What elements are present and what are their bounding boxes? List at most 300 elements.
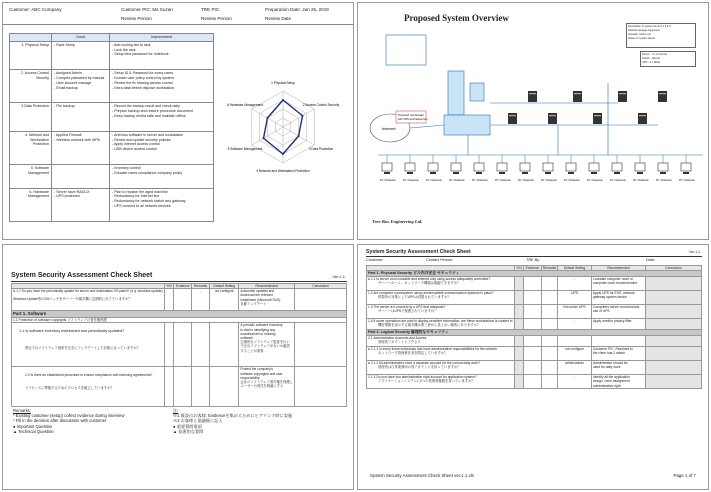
device-caption: PC / Notebook (472, 179, 488, 182)
rec-line: Computers server recommends (592, 305, 640, 310)
summary-row (10, 188, 214, 221)
yn-cell[interactable] (514, 291, 523, 305)
header-yn: Y/N (164, 284, 174, 289)
keyboard-icon (660, 172, 666, 174)
default-cell: - (558, 319, 592, 330)
rec-line: 会社のソフトウェア著作権を保護し (240, 380, 293, 385)
remarks-cell[interactable] (541, 305, 557, 319)
evidence-cell[interactable] (523, 336, 541, 347)
rec-line: installment (Microsoft SUS) (240, 297, 281, 302)
yn-cell[interactable] (514, 319, 523, 330)
remark-line: ● Important Question (13, 423, 53, 429)
question-cell (367, 319, 515, 330)
device-caption: PC / Notebook (449, 179, 465, 182)
category-label: Workstation (30, 137, 49, 142)
yn-cell[interactable] (514, 277, 523, 291)
remarks-section (13, 408, 124, 434)
improvement-item: - UPS connect to all network devices (112, 203, 171, 208)
device-caption: PC / Notebook (656, 179, 672, 182)
cloud-label: Internet (382, 126, 396, 131)
rec-line: use of UPS (592, 309, 610, 314)
question-text: ● 2.1.2 All administrators have a separate account for the normal daily work? (368, 361, 480, 366)
category-label: 4. Network and (24, 132, 49, 137)
question-cell (367, 336, 515, 347)
rec-line: software. (240, 336, 254, 341)
note-line: ▲ 技術的な質問 (173, 428, 204, 434)
server-slot (619, 93, 626, 94)
monitor-icon (382, 163, 392, 171)
improvement-item: - Plan to replace the aged machine (112, 189, 168, 194)
improvement-cell (110, 164, 214, 188)
yn-cell[interactable] (514, 347, 523, 361)
network-diagram (358, 3, 709, 240)
keyboard-icon (637, 172, 643, 174)
monitor-icon (658, 163, 668, 171)
improvement-item: - Apply internet access control (112, 142, 160, 147)
improvement-item: - Antivirus software in server and workstation (112, 132, 184, 137)
monitor-icon (612, 163, 622, 171)
check-row (367, 277, 702, 291)
question-jp: サーバーはUPSで保護されていますか？ (378, 309, 438, 314)
customer-field: Customer: (366, 258, 384, 262)
note-line: ※2 お客様と協議後に記入 (173, 418, 223, 424)
server-slot (529, 93, 536, 94)
rec-line: Automatic updates and (240, 289, 275, 294)
category-cell (10, 188, 52, 221)
good-cell (52, 41, 110, 69)
recommended-cell (239, 323, 295, 367)
monitor-icon (497, 163, 507, 171)
evidence-cell[interactable] (523, 305, 541, 319)
question-2-jp: ライセンスに準拠するためのプロセスを確立していますか？ (25, 385, 114, 390)
rec-line: gateway system device (592, 295, 628, 300)
device-caption: PC / Notebook (564, 179, 580, 182)
summary-row (10, 131, 214, 164)
summary-row (10, 41, 214, 69)
improvement-cell (110, 188, 214, 221)
rec-line: used for daily work (592, 365, 621, 370)
remarks-cell[interactable] (541, 336, 557, 347)
server-slot (549, 115, 556, 116)
rec-line: 定期的なソフトウェア監査を行い (240, 340, 290, 345)
rec-line: することが重要 (240, 348, 264, 353)
part-heading: Part 2. Logical Security 論理的なセキュリティ (367, 330, 702, 336)
good-cell (52, 188, 110, 221)
rec-line: design, room assignment (592, 379, 630, 384)
keyboard-icon (522, 172, 528, 174)
rec-line: Identify all the application (592, 375, 630, 380)
version-label: Ver.1.1 (689, 250, 700, 254)
improvement-item: - Extra data before dispose workstation (112, 85, 175, 90)
tre-pic-label: TRE PIC: (201, 7, 221, 12)
monitor-icon (681, 163, 691, 171)
recommended-cell (591, 347, 645, 361)
tre-by-field: TRE By: (526, 258, 541, 262)
server-slot (639, 115, 646, 116)
category-label: Management (28, 194, 49, 199)
improvement-item: - USB device access control (112, 147, 157, 152)
recommended-cell (591, 336, 645, 347)
server-slot (509, 115, 516, 116)
header-remarks: Remarks (542, 266, 557, 270)
check-row (367, 361, 702, 375)
remarks-cell: - (192, 289, 210, 311)
good-item: - Assigned Admin (54, 71, 82, 76)
recommended-cell (239, 367, 295, 407)
version-label: Ver.1.1 (332, 274, 345, 279)
device-caption: PC / Notebook (426, 179, 442, 182)
legend2-line: Server - 4 x 1U server (642, 53, 668, 56)
server-slot (594, 115, 601, 116)
remarks-cell[interactable] (541, 291, 557, 305)
date-field: Date: (646, 258, 656, 262)
good-item: - Complex password by manual (54, 75, 105, 80)
server-icon (548, 113, 557, 124)
rec-line: unauthorized or missing (240, 331, 276, 336)
question-cell (367, 277, 515, 291)
question-jp: アプリケーションシステムに2つの管理者権限を持っていますか？ (378, 379, 475, 384)
keyboard-icon (407, 172, 413, 174)
recommended-cell (591, 319, 645, 330)
question-text: ● 2.1.1 Is every those individuals that have administrative responsibilities for the network (368, 347, 497, 352)
evidence-cell[interactable] (523, 277, 541, 291)
evidence-cell[interactable] (523, 361, 541, 375)
customer-label: Customer: ABC Company (9, 7, 62, 12)
check-row (367, 347, 702, 361)
recommended-cell (591, 291, 645, 305)
improvement-cell (110, 131, 214, 164)
default-cell: admin/admin (558, 361, 592, 375)
keyboard-icon (683, 172, 689, 174)
radar-axis-label: 4 Network and Workstation Protection (256, 168, 310, 173)
part-heading: Part 1. Software (12, 311, 347, 318)
monitor-icon (451, 163, 461, 171)
rec-line: is vital in identifying any (240, 327, 276, 332)
review-person-label-2: Review Person (201, 16, 232, 21)
header-conclusion: Conclusion (294, 284, 346, 289)
question-text: 1.4 If some operations are paid in display-sensitive information, are these workstations is located in (368, 319, 513, 324)
monitor-icon (589, 163, 599, 171)
firewall-block (448, 71, 464, 115)
header-yn: Y/N (516, 266, 522, 270)
category-cell (10, 131, 52, 164)
legend-line: Network storage equipment (628, 29, 660, 32)
rec-line: Apply monitor privacy filter (592, 319, 632, 324)
header-default: Default Setting (558, 266, 592, 271)
header-blank (10, 34, 52, 42)
server-icon (658, 91, 667, 102)
preparation-date: Preparation Date: Jan 25, 2019 (265, 7, 329, 12)
category-label: 6. Hardware (29, 189, 49, 194)
check-sheet-title: System Security Assessment Check Sheet (11, 272, 153, 279)
improvement-item: - Redundancy for network switch and gateway (112, 199, 186, 204)
monitor-icon (543, 163, 553, 171)
recommended-cell (591, 361, 645, 375)
part-heading: Part 1. Physical Security ビル内の安全 セキュリティ (367, 271, 702, 277)
core-switch-block (444, 115, 490, 135)
server-slot (659, 93, 666, 94)
good-item: - Applied Firewall (54, 132, 82, 137)
good-item: - File backup (54, 104, 75, 109)
question-1: 1.1 Is software inventory maintained and periodically updated? (19, 329, 125, 334)
question-cell (367, 305, 515, 319)
note-line: ※1 既設のお客様: Evidenceを集めるためにヒアリング時に実施 (173, 413, 293, 419)
header-evidence: Evidence (174, 284, 192, 289)
remarks-cell[interactable] (541, 319, 557, 330)
server-icon (573, 91, 582, 102)
category-label: 5. Software (30, 165, 49, 170)
check-row (367, 319, 702, 330)
rec-line: ユーザーの責任を明確にする (240, 384, 284, 389)
monitor-icon (405, 163, 415, 171)
conclusion-cell[interactable] (645, 305, 701, 319)
remark-line: ▲ Technical Question (13, 428, 54, 434)
check-row (367, 336, 702, 347)
header-recommended: Recommended (591, 266, 645, 271)
server-icon (618, 91, 627, 102)
default-cell: UPS (558, 291, 592, 305)
recommended-cell (591, 375, 645, 389)
monitor-icon (566, 163, 576, 171)
conclusion-cell[interactable] (645, 319, 701, 330)
note-line-1: Proposed new firewall (398, 114, 424, 117)
improvement-item: - Keep backup media safe and maintain offline (112, 113, 186, 118)
header-remarks: Remarks (192, 284, 210, 289)
default-cell: Not under UPS (558, 305, 592, 319)
legend-line: Description of system items 0 1 2 3 4 (628, 25, 671, 28)
improvement-item: - Renew and update security policies (112, 137, 171, 142)
conclusion-cell[interactable] (645, 347, 701, 361)
good-cell (52, 131, 110, 164)
question-cell (367, 361, 515, 375)
device-caption: PC / Notebook (403, 179, 419, 182)
monitor-icon (428, 163, 438, 171)
rec-line: the client has 2 admin (592, 351, 625, 356)
evidence-cell[interactable] (523, 347, 541, 361)
yn-cell[interactable] (514, 375, 523, 389)
radar-point (301, 115, 303, 117)
evidence-cell[interactable] (523, 375, 541, 389)
question-text: 1.3 The server is it covered by a UPS that adequate? (368, 305, 446, 310)
category-cell (10, 164, 52, 188)
yn-cell[interactable] (514, 305, 523, 319)
conclusion-cell[interactable] (645, 277, 701, 291)
category-label: Security (36, 75, 49, 80)
header-good: Good (52, 34, 110, 42)
keyboard-icon (430, 172, 436, 174)
good-item: - Server have RAID1X (54, 189, 90, 194)
question-2: 1.2 Is there an established procedure to ensure compliance with licensing agreements? (25, 373, 153, 378)
yn-cell[interactable] (514, 336, 523, 347)
check-sheet-title: System Security Assessment Check Sheet (366, 249, 471, 255)
summary-row (10, 70, 214, 103)
remarks-cell[interactable] (541, 347, 557, 361)
note-box (396, 111, 426, 123)
question-jp: 停電時の対策としてUPSは設置されていますか？ (378, 295, 451, 300)
question-jp: Windows Update等のOSパッチをサーバーや端末機に定期的にあてていますか？ (13, 297, 132, 302)
radar-point (266, 117, 268, 119)
server-icon (508, 113, 517, 124)
conclusion-cell[interactable] (645, 336, 701, 347)
keyboard-icon (591, 172, 597, 174)
keyboard-icon (614, 172, 620, 174)
check-sheet-page-main (357, 244, 709, 490)
keyboard-icon (384, 172, 390, 174)
radar-chart (215, 65, 353, 185)
device-caption: PC / Notebook (541, 179, 557, 182)
remarks-title: Remarks: (13, 408, 31, 413)
device-caption: PC / Notebook (610, 179, 626, 182)
improvement-item: - Setup ID & Password for every users (112, 71, 174, 76)
category-cell (10, 70, 52, 103)
keyboard-icon (476, 172, 482, 174)
review-person-label: Review Person (121, 16, 152, 21)
default-cell: not configure (558, 347, 592, 361)
rec-line: download the relevant (240, 293, 273, 298)
section-intro: 1.1 Protection of software copyrights ソフトウェアの著作権保護 (12, 318, 347, 323)
server-icon (638, 113, 647, 124)
check-table (366, 265, 702, 389)
rec-line: A periodic software inventory (240, 323, 283, 328)
legend2-line: UPS - 2 x 3kVA (642, 61, 660, 64)
question-cell (367, 291, 515, 305)
improvement-item: - Redundancy for Internet line (112, 194, 160, 199)
summary-row (10, 103, 214, 131)
rec-line: 自動アップデート (240, 301, 267, 306)
question-text: A.1.7 Do you have the periodically update for server and workstation OS patch? (e.g. windows update) (13, 289, 163, 294)
conclusion-cell[interactable] (645, 361, 701, 375)
question-cell (367, 375, 515, 389)
recommended-cell (591, 277, 645, 291)
conclusion-cell[interactable] (645, 291, 701, 305)
improvement-item: - Setup bios password for notebook (112, 52, 169, 57)
footer-filename: System Security Assessment Check Sheet ver.1.1.xls (370, 473, 474, 478)
evidence-cell[interactable] (523, 291, 541, 305)
monitor-icon (474, 163, 484, 171)
server-group (508, 91, 667, 124)
remarks-cell[interactable] (541, 375, 557, 389)
improvement-cell (110, 41, 214, 69)
default-cell (558, 336, 592, 347)
remarks-cell[interactable] (541, 277, 557, 291)
category-cell (10, 41, 52, 69)
question-text: 2.1.3 Do you have two administration right account for application system? (368, 375, 477, 380)
header-improvement: Improvement (110, 34, 214, 42)
improvement-cell (110, 70, 214, 103)
yn-cell[interactable] (514, 361, 523, 375)
check-row (367, 291, 702, 305)
improvement-item: - Add cooling fan to rack (112, 42, 151, 47)
radar-axis-label: 5 Software Management (227, 146, 263, 151)
device-caption: PC / Notebook (587, 179, 603, 182)
company-logo: Tree-Box Engineering Ltd. (372, 219, 423, 224)
keyboard-icon (453, 172, 459, 174)
summary-table (9, 33, 214, 222)
radar-axis-label: 3 Data Protection (308, 146, 334, 151)
default-cell: not configure (210, 289, 239, 311)
device-caption: PC / Notebook (633, 179, 649, 182)
question-jp: 機密情報を表示する端末機は第三者から見えない場所にありますか？ (378, 323, 481, 328)
device-caption: PC / Notebook (380, 179, 396, 182)
notes-title: 注: (173, 408, 179, 413)
improvement-item: - Renew the fix sharing access control (112, 80, 173, 85)
title-rule (11, 281, 347, 282)
question-jp: 管理者は日常業務用の別アカウントを持っていますか？ (378, 365, 461, 370)
diagram-title: Proposed System Overview (404, 13, 509, 23)
radar-point (298, 135, 300, 137)
radar-point (263, 137, 265, 139)
note-line: ● 重要質問事項 (173, 423, 202, 429)
question-1-jp: 貴社ではソフトウェア資産を完全にアップデートした状態になっていますか？ (25, 345, 141, 350)
good-item: - Email backup (54, 85, 78, 90)
question-jp: ネットワーク管理責任者を限定していますか？ (378, 351, 448, 356)
default-cell: - (558, 277, 592, 291)
header-default: Default Setting (210, 284, 239, 289)
rec-line: Apply UPS for ESS, network (592, 291, 635, 296)
question-jp: 管理者アカウントとアクセス (378, 340, 421, 345)
footer-page-number: Page 1 of 7 (673, 473, 696, 478)
rec-line: Lockable computer room or (592, 277, 634, 282)
contact-field: Contact Person: (426, 258, 454, 262)
header-evidence: Evidence (523, 266, 541, 271)
system-overview-page (357, 2, 709, 240)
good-item: - UPS protected (54, 194, 80, 199)
category-cell (10, 103, 52, 131)
device-caption: PC / Notebook (679, 179, 695, 182)
category-label: 1. Physical Setup (21, 42, 49, 47)
good-item: - Wireless network with WPA (54, 137, 100, 142)
improvement-item: - Educate users compliance company policy (112, 170, 183, 175)
workstation-row (380, 155, 695, 182)
title-rule (366, 256, 702, 257)
check-sheet-page-detail (2, 244, 354, 490)
legend-line: Firewall / router unit (628, 33, 651, 36)
radar-axis-label: 2 Access Control Security (302, 103, 340, 108)
rec-line: 不正なソフトウェアがないか確認 (240, 344, 290, 349)
rec-line: Protect the company's (240, 367, 273, 372)
radar-axis-label: 1 Physical Setup (271, 81, 295, 86)
notes-section (173, 408, 292, 434)
note-line-2: with VPN and backup line (398, 118, 428, 121)
remarks-cell[interactable] (541, 361, 557, 375)
category-label: 3.Data Protection (21, 104, 49, 109)
device-caption: PC / Notebook (495, 179, 511, 182)
improvement-item: - Record the backup result and check daily (112, 104, 180, 109)
good-cell (52, 70, 110, 103)
evidence-cell[interactable] (523, 319, 541, 330)
question-text: 2.1 Administration Accounts and Access (368, 336, 427, 341)
keyboard-icon (499, 172, 505, 174)
device-caption: PC / Notebook (518, 179, 534, 182)
remark-line: * Fill in the decision after discussion with customer (13, 418, 107, 424)
good-item: - User account manage (54, 80, 92, 85)
category-label: Management (28, 170, 49, 175)
question-text: ● 1.1 Is server room lockable and entered only using access adequately controlled? (368, 277, 491, 282)
header-recommended: Recommended (239, 284, 295, 289)
rec-line: Administrator should be (592, 361, 628, 366)
improvement-item: - Lock the rack (112, 47, 136, 52)
header-conclusion: Conclusion (645, 266, 701, 271)
question-cell (367, 347, 515, 361)
conclusion-cell[interactable] (645, 375, 701, 389)
radar-point (282, 99, 284, 101)
improvement-cell (110, 103, 214, 131)
improvement-item: - Inventory control (112, 165, 141, 170)
server-icon (593, 113, 602, 124)
summary-header (3, 3, 354, 25)
radar-axis-label: 6 Hardware Management (226, 103, 263, 108)
customer-pic-label: Customer PIC: Ms Suzan (121, 7, 173, 12)
